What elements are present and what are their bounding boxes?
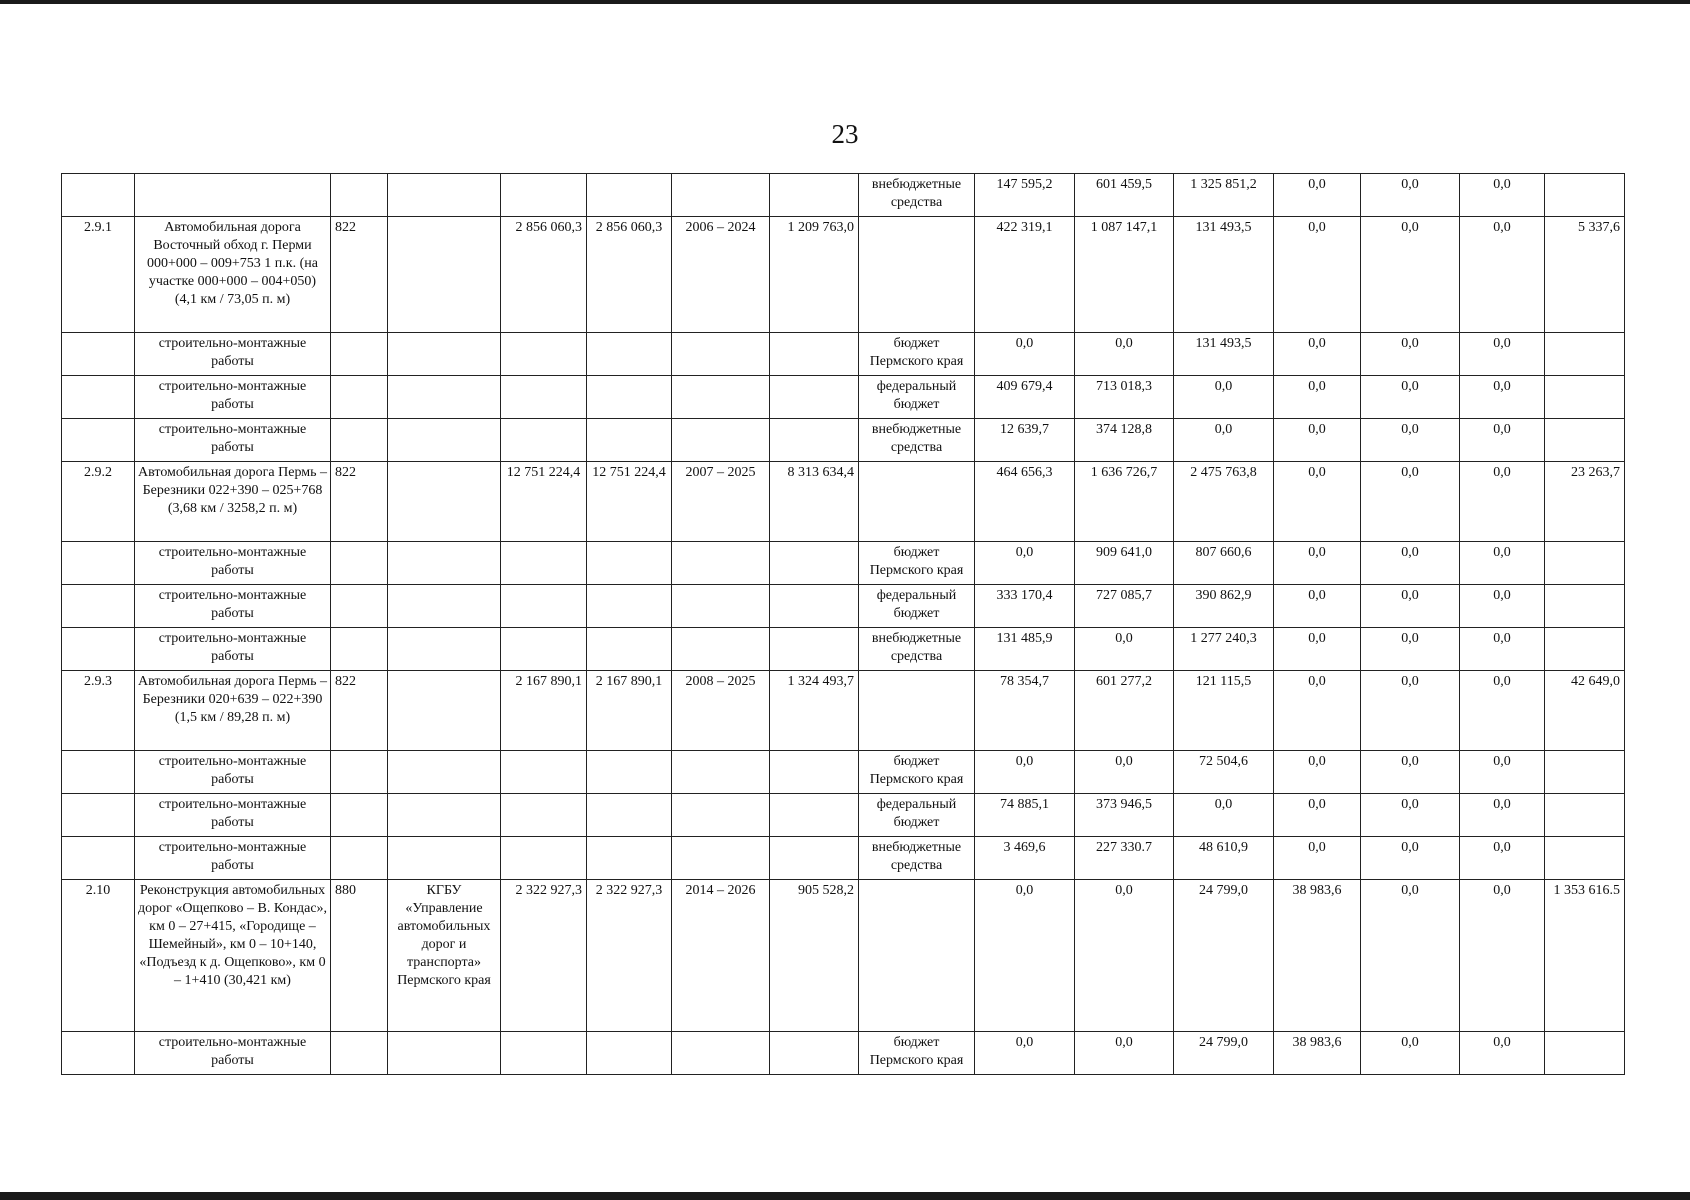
- cell-value-year-6: 0,0: [1460, 333, 1545, 376]
- cell-executor: [388, 333, 501, 376]
- cell-value-year-5: 0,0: [1361, 462, 1460, 542]
- cell-funding-source: внебюджетные средства: [859, 174, 975, 217]
- cell-value-year-1: 422 319,1: [975, 217, 1075, 333]
- cell-value-year-5: 0,0: [1361, 628, 1460, 671]
- cell-spent-before: 1 209 763,0: [770, 217, 859, 333]
- cell-value-year-3: 0,0: [1174, 419, 1274, 462]
- cell-item-number: 2.9.3: [62, 671, 135, 751]
- cell-value-year-2: 909 641,0: [1075, 542, 1174, 585]
- cell-value-year-4: 0,0: [1274, 376, 1361, 419]
- cell-code: [331, 174, 388, 217]
- cell-period: 2014 – 2026: [672, 880, 770, 1032]
- cell-value-year-4: 0,0: [1274, 837, 1361, 880]
- cell-value-year-3: 390 862,9: [1174, 585, 1274, 628]
- cell-funding-source: федеральный бюджет: [859, 585, 975, 628]
- cell-item-name: строительно-монтажные работы: [135, 837, 331, 880]
- table-row: [62, 671, 1625, 751]
- cell-value-year-4: 38 983,6: [1274, 880, 1361, 1032]
- cell-spent-before: 905 528,2: [770, 880, 859, 1032]
- cell-item-name: Автомобильная дорога Восточный обход г. Перми 000+000 – 009+753 1 п.к. (на участке 000+000 – 004+050) (4,1 км / 73,05 п. м): [135, 217, 331, 333]
- cell-item-number: [62, 628, 135, 671]
- cell-executor: КГБУ «Управление автомобильных дорог и транспорта» Пермского края: [388, 880, 501, 1032]
- cell-spent-before: [770, 628, 859, 671]
- cell-spent-before: [770, 376, 859, 419]
- cell-value-year-3: 131 493,5: [1174, 217, 1274, 333]
- cell-item-name: [135, 174, 331, 217]
- cell-executor: [388, 1032, 501, 1075]
- cell-value-year-4: 0,0: [1274, 419, 1361, 462]
- cell-remaining-value: [1545, 542, 1625, 585]
- cell-item-number: [62, 376, 135, 419]
- cell-item-name: строительно-монтажные работы: [135, 585, 331, 628]
- cell-cost-total: 2 167 890,1: [587, 671, 672, 751]
- cell-value-year-2: 0,0: [1075, 751, 1174, 794]
- cell-value-year-2: 0,0: [1075, 333, 1174, 376]
- cell-value-year-4: 0,0: [1274, 174, 1361, 217]
- cell-period: [672, 837, 770, 880]
- cell-remaining-value: [1545, 628, 1625, 671]
- cell-value-year-4: 0,0: [1274, 333, 1361, 376]
- cell-estimated-cost: 2 322 927,3: [501, 880, 587, 1032]
- cell-cost-total: [587, 333, 672, 376]
- cell-cost-total: [587, 794, 672, 837]
- cell-value-year-6: 0,0: [1460, 462, 1545, 542]
- cell-value-year-6: 0,0: [1460, 542, 1545, 585]
- cell-value-year-1: 0,0: [975, 542, 1075, 585]
- cell-value-year-5: 0,0: [1361, 542, 1460, 585]
- cell-value-year-6: 0,0: [1460, 217, 1545, 333]
- cell-funding-source: внебюджетные средства: [859, 419, 975, 462]
- cell-value-year-1: 74 885,1: [975, 794, 1075, 837]
- cell-remaining-value: [1545, 419, 1625, 462]
- cell-period: [672, 376, 770, 419]
- cell-value-year-6: 0,0: [1460, 376, 1545, 419]
- cell-estimated-cost: [501, 628, 587, 671]
- cell-value-year-1: 12 639,7: [975, 419, 1075, 462]
- cell-value-year-3: 121 115,5: [1174, 671, 1274, 751]
- cell-value-year-2: 601 459,5: [1075, 174, 1174, 217]
- cell-value-year-5: 0,0: [1361, 1032, 1460, 1075]
- cell-code: [331, 419, 388, 462]
- cell-funding-source: федеральный бюджет: [859, 376, 975, 419]
- cell-value-year-3: 24 799,0: [1174, 1032, 1274, 1075]
- cell-period: 2006 – 2024: [672, 217, 770, 333]
- cell-spent-before: [770, 751, 859, 794]
- cell-item-name: строительно-монтажные работы: [135, 419, 331, 462]
- cell-value-year-1: 0,0: [975, 880, 1075, 1032]
- cell-value-year-2: 1 636 726,7: [1075, 462, 1174, 542]
- cell-value-year-3: 24 799,0: [1174, 880, 1274, 1032]
- cell-executor: [388, 671, 501, 751]
- cell-item-number: 2.9.1: [62, 217, 135, 333]
- cell-cost-total: [587, 628, 672, 671]
- cell-value-year-2: 713 018,3: [1075, 376, 1174, 419]
- cell-remaining-value: 5 337,6: [1545, 217, 1625, 333]
- table-row: [62, 462, 1625, 542]
- cell-value-year-3: 131 493,5: [1174, 333, 1274, 376]
- cell-code: [331, 1032, 388, 1075]
- cell-code: 822: [331, 462, 388, 542]
- cell-code: [331, 542, 388, 585]
- cell-funding-source: бюджет Пермского края: [859, 1032, 975, 1075]
- cell-estimated-cost: [501, 1032, 587, 1075]
- cell-item-name: строительно-монтажные работы: [135, 1032, 331, 1075]
- cell-executor: [388, 462, 501, 542]
- cell-value-year-1: 464 656,3: [975, 462, 1075, 542]
- cell-value-year-5: 0,0: [1361, 585, 1460, 628]
- cell-funding-source: бюджет Пермского края: [859, 542, 975, 585]
- cell-funding-source: [859, 462, 975, 542]
- cell-funding-source: федеральный бюджет: [859, 794, 975, 837]
- cell-cost-total: [587, 376, 672, 419]
- cell-cost-total: [587, 542, 672, 585]
- cell-executor: [388, 837, 501, 880]
- cell-cost-total: [587, 837, 672, 880]
- cell-estimated-cost: [501, 542, 587, 585]
- cell-funding-source: бюджет Пермского края: [859, 751, 975, 794]
- cell-period: [672, 333, 770, 376]
- cell-executor: [388, 585, 501, 628]
- cell-value-year-6: 0,0: [1460, 174, 1545, 217]
- cell-value-year-3: 1 277 240,3: [1174, 628, 1274, 671]
- cell-remaining-value: 1 353 616.5: [1545, 880, 1625, 1032]
- cell-item-number: [62, 794, 135, 837]
- table-row: [62, 837, 1625, 880]
- cell-item-name: строительно-монтажные работы: [135, 376, 331, 419]
- cell-value-year-2: 727 085,7: [1075, 585, 1174, 628]
- cell-executor: [388, 217, 501, 333]
- cell-period: [672, 794, 770, 837]
- cell-executor: [388, 376, 501, 419]
- cell-item-name: Реконструкция автомобильных дорог «Ощепково – В. Кондас», км 0 – 27+415, «Городище – Шемейный», км 0 – 10+140, «Подъезд к д. Ощепково», км 0 – 1+410 (30,421 км): [135, 880, 331, 1032]
- cell-value-year-5: 0,0: [1361, 671, 1460, 751]
- scan-bottom-edge: [0, 1192, 1690, 1200]
- cell-executor: [388, 174, 501, 217]
- cell-value-year-4: 0,0: [1274, 462, 1361, 542]
- cell-item-number: [62, 333, 135, 376]
- cell-period: [672, 628, 770, 671]
- cell-code: 822: [331, 671, 388, 751]
- cell-value-year-2: 374 128,8: [1075, 419, 1174, 462]
- cell-item-name: строительно-монтажные работы: [135, 751, 331, 794]
- cell-remaining-value: [1545, 585, 1625, 628]
- cell-value-year-3: 2 475 763,8: [1174, 462, 1274, 542]
- cell-value-year-3: 0,0: [1174, 794, 1274, 837]
- cell-period: [672, 419, 770, 462]
- cell-value-year-3: 0,0: [1174, 376, 1274, 419]
- cell-spent-before: [770, 333, 859, 376]
- cell-estimated-cost: 2 856 060,3: [501, 217, 587, 333]
- cell-period: [672, 585, 770, 628]
- cell-estimated-cost: [501, 419, 587, 462]
- cell-remaining-value: 42 649,0: [1545, 671, 1625, 751]
- cell-value-year-3: 807 660,6: [1174, 542, 1274, 585]
- budget-table: [61, 173, 1625, 1075]
- cell-value-year-4: 0,0: [1274, 217, 1361, 333]
- cell-value-year-2: 0,0: [1075, 880, 1174, 1032]
- table-row: [62, 794, 1625, 837]
- cell-item-number: [62, 585, 135, 628]
- cell-estimated-cost: [501, 794, 587, 837]
- cell-value-year-6: 0,0: [1460, 671, 1545, 751]
- cell-estimated-cost: [501, 585, 587, 628]
- table-row: [62, 174, 1625, 217]
- cell-cost-total: [587, 1032, 672, 1075]
- cell-value-year-4: 0,0: [1274, 585, 1361, 628]
- cell-value-year-4: 0,0: [1274, 751, 1361, 794]
- cell-item-number: [62, 1032, 135, 1075]
- cell-funding-source: внебюджетные средства: [859, 837, 975, 880]
- cell-value-year-5: 0,0: [1361, 174, 1460, 217]
- table-row: [62, 419, 1625, 462]
- cell-cost-total: [587, 585, 672, 628]
- table-row: [62, 217, 1625, 333]
- cell-code: 822: [331, 217, 388, 333]
- cell-cost-total: [587, 419, 672, 462]
- cell-value-year-3: 72 504,6: [1174, 751, 1274, 794]
- cell-period: 2007 – 2025: [672, 462, 770, 542]
- cell-code: [331, 628, 388, 671]
- page-number: 23: [831, 119, 859, 149]
- cell-item-name: строительно-монтажные работы: [135, 333, 331, 376]
- cell-value-year-2: 601 277,2: [1075, 671, 1174, 751]
- cell-value-year-2: 0,0: [1075, 1032, 1174, 1075]
- cell-remaining-value: [1545, 837, 1625, 880]
- cell-value-year-5: 0,0: [1361, 837, 1460, 880]
- cell-estimated-cost: [501, 333, 587, 376]
- table-row: [62, 1032, 1625, 1075]
- cell-spent-before: [770, 419, 859, 462]
- cell-spent-before: 1 324 493,7: [770, 671, 859, 751]
- cell-spent-before: [770, 174, 859, 217]
- cell-cost-total: 12 751 224,4: [587, 462, 672, 542]
- cell-funding-source: [859, 217, 975, 333]
- cell-code: [331, 751, 388, 794]
- table-row: [62, 751, 1625, 794]
- cell-value-year-3: 1 325 851,2: [1174, 174, 1274, 217]
- cell-remaining-value: [1545, 333, 1625, 376]
- cell-executor: [388, 794, 501, 837]
- cell-value-year-6: 0,0: [1460, 1032, 1545, 1075]
- cell-value-year-6: 0,0: [1460, 585, 1545, 628]
- cell-value-year-1: 78 354,7: [975, 671, 1075, 751]
- cell-code: [331, 376, 388, 419]
- cell-estimated-cost: [501, 174, 587, 217]
- cell-code: [331, 837, 388, 880]
- cell-value-year-4: 0,0: [1274, 671, 1361, 751]
- cell-value-year-1: 409 679,4: [975, 376, 1075, 419]
- cell-value-year-4: 38 983,6: [1274, 1032, 1361, 1075]
- cell-value-year-6: 0,0: [1460, 837, 1545, 880]
- cell-value-year-6: 0,0: [1460, 419, 1545, 462]
- cell-executor: [388, 751, 501, 794]
- cell-remaining-value: 23 263,7: [1545, 462, 1625, 542]
- cell-cost-total: [587, 751, 672, 794]
- table-row: [62, 333, 1625, 376]
- cell-item-number: [62, 837, 135, 880]
- cell-item-name: Автомобильная дорога Пермь – Березники 022+390 – 025+768 (3,68 км / 3258,2 п. м): [135, 462, 331, 542]
- cell-item-number: 2.10: [62, 880, 135, 1032]
- cell-code: [331, 333, 388, 376]
- cell-funding-source: бюджет Пермского края: [859, 333, 975, 376]
- cell-value-year-6: 0,0: [1460, 794, 1545, 837]
- cell-period: 2008 – 2025: [672, 671, 770, 751]
- cell-executor: [388, 628, 501, 671]
- cell-item-number: 2.9.2: [62, 462, 135, 542]
- cell-funding-source: [859, 880, 975, 1032]
- cell-value-year-1: 0,0: [975, 751, 1075, 794]
- cell-estimated-cost: 12 751 224,4: [501, 462, 587, 542]
- cell-remaining-value: [1545, 174, 1625, 217]
- cell-code: [331, 585, 388, 628]
- cell-executor: [388, 542, 501, 585]
- cell-code: 880: [331, 880, 388, 1032]
- cell-period: [672, 1032, 770, 1075]
- cell-value-year-1: 333 170,4: [975, 585, 1075, 628]
- table-row: [62, 585, 1625, 628]
- cell-cost-total: 2 322 927,3: [587, 880, 672, 1032]
- cell-spent-before: [770, 837, 859, 880]
- cell-value-year-5: 0,0: [1361, 333, 1460, 376]
- cell-estimated-cost: [501, 837, 587, 880]
- cell-value-year-6: 0,0: [1460, 751, 1545, 794]
- cell-period: [672, 751, 770, 794]
- table-row: [62, 376, 1625, 419]
- cell-value-year-1: 3 469,6: [975, 837, 1075, 880]
- cell-spent-before: [770, 794, 859, 837]
- cell-item-number: [62, 174, 135, 217]
- table-row: [62, 628, 1625, 671]
- scan-top-edge: [0, 0, 1690, 4]
- cell-value-year-3: 48 610,9: [1174, 837, 1274, 880]
- cell-value-year-1: 131 485,9: [975, 628, 1075, 671]
- cell-remaining-value: [1545, 751, 1625, 794]
- cell-value-year-4: 0,0: [1274, 628, 1361, 671]
- cell-item-number: [62, 542, 135, 585]
- cell-period: [672, 174, 770, 217]
- cell-value-year-4: 0,0: [1274, 542, 1361, 585]
- cell-item-number: [62, 751, 135, 794]
- cell-item-name: Автомобильная дорога Пермь – Березники 020+639 – 022+390 (1,5 км / 89,28 п. м): [135, 671, 331, 751]
- cell-spent-before: [770, 542, 859, 585]
- cell-value-year-1: 0,0: [975, 1032, 1075, 1075]
- cell-remaining-value: [1545, 794, 1625, 837]
- cell-executor: [388, 419, 501, 462]
- cell-value-year-5: 0,0: [1361, 880, 1460, 1032]
- cell-value-year-1: 147 595,2: [975, 174, 1075, 217]
- table-row: [62, 880, 1625, 1032]
- cell-value-year-2: 0,0: [1075, 628, 1174, 671]
- cell-value-year-1: 0,0: [975, 333, 1075, 376]
- cell-estimated-cost: 2 167 890,1: [501, 671, 587, 751]
- cell-remaining-value: [1545, 1032, 1625, 1075]
- cell-spent-before: 8 313 634,4: [770, 462, 859, 542]
- cell-value-year-2: 1 087 147,1: [1075, 217, 1174, 333]
- cell-code: [331, 794, 388, 837]
- cell-value-year-5: 0,0: [1361, 751, 1460, 794]
- budget-table-body: [62, 174, 1625, 1075]
- cell-value-year-5: 0,0: [1361, 217, 1460, 333]
- cell-cost-total: 2 856 060,3: [587, 217, 672, 333]
- cell-value-year-5: 0,0: [1361, 376, 1460, 419]
- cell-period: [672, 542, 770, 585]
- cell-item-name: строительно-монтажные работы: [135, 794, 331, 837]
- cell-value-year-5: 0,0: [1361, 794, 1460, 837]
- cell-estimated-cost: [501, 376, 587, 419]
- cell-value-year-2: 373 946,5: [1075, 794, 1174, 837]
- cell-spent-before: [770, 1032, 859, 1075]
- cell-item-name: строительно-монтажные работы: [135, 542, 331, 585]
- cell-value-year-4: 0,0: [1274, 794, 1361, 837]
- cell-funding-source: [859, 671, 975, 751]
- cell-spent-before: [770, 585, 859, 628]
- cell-cost-total: [587, 174, 672, 217]
- cell-value-year-6: 0,0: [1460, 628, 1545, 671]
- table-row: [62, 542, 1625, 585]
- cell-estimated-cost: [501, 751, 587, 794]
- cell-item-number: [62, 419, 135, 462]
- cell-item-name: строительно-монтажные работы: [135, 628, 331, 671]
- cell-remaining-value: [1545, 376, 1625, 419]
- cell-value-year-2: 227 330.7: [1075, 837, 1174, 880]
- cell-value-year-5: 0,0: [1361, 419, 1460, 462]
- cell-funding-source: внебюджетные средства: [859, 628, 975, 671]
- cell-value-year-6: 0,0: [1460, 880, 1545, 1032]
